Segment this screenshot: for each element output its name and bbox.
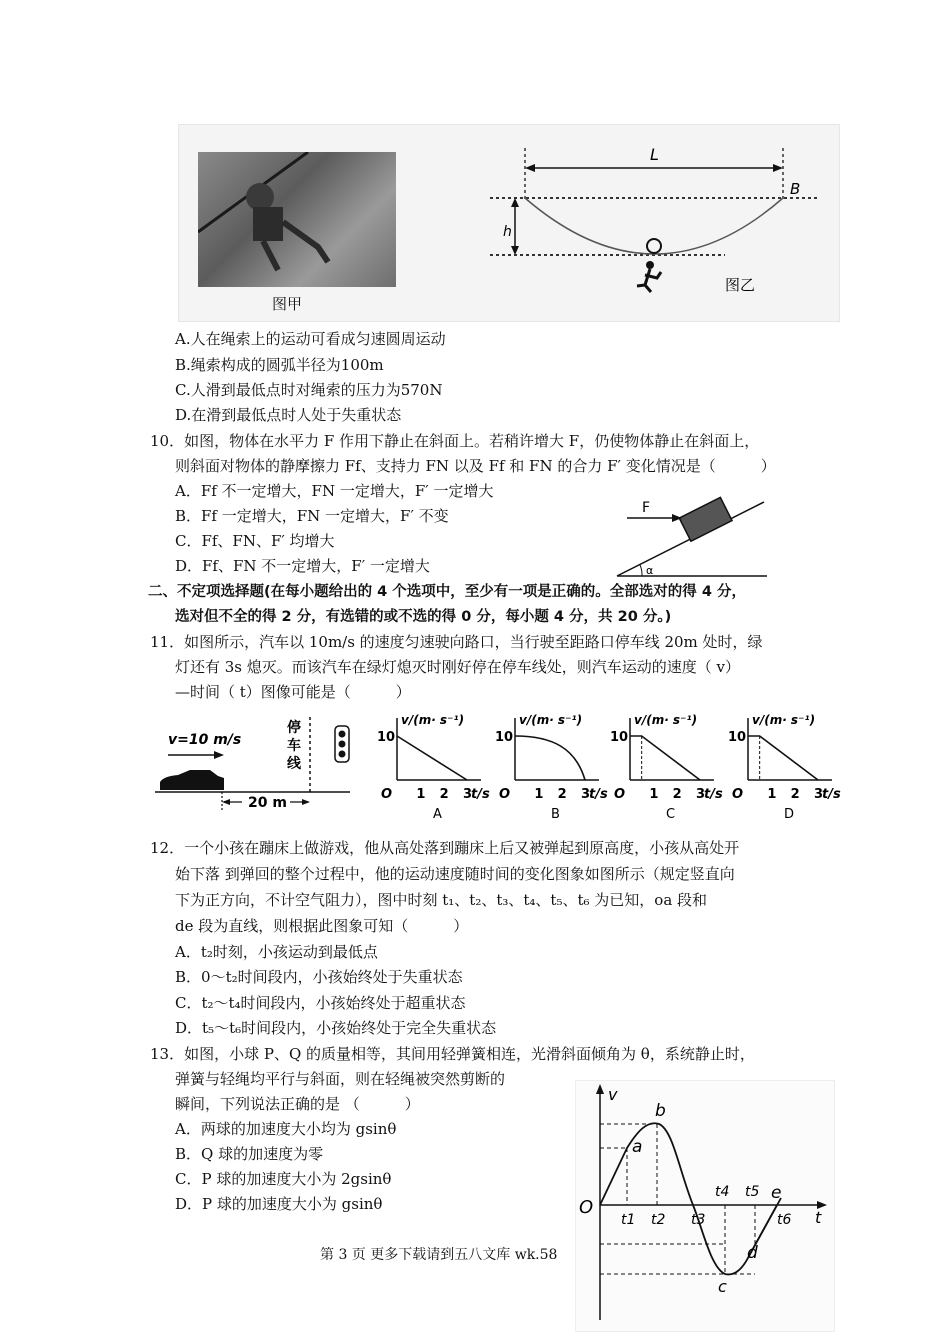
graph-option-name: C — [666, 807, 676, 822]
graph-tick-label: 1 — [767, 787, 777, 802]
graph-curve-option-D — [748, 736, 818, 780]
q12-stem-line2: 始下落 到弹回的整个过程中，他的运动速度随时间的变化图象如图所示（规定竖直向 — [175, 865, 735, 883]
distance-label: 20 m — [248, 795, 287, 811]
q10-stem-line2: 则斜面对物体的静摩擦力 Ff、支持力 FN 以及 Ff 和 FN 的合力 F′ 变化情况是（ ） — [175, 457, 776, 475]
q10-option-a: A．Ff 不一定增大，FN 一定增大，F′ 一定增大 — [175, 482, 494, 500]
caption-right: 图乙 — [725, 276, 756, 294]
graph-curve-option-A — [397, 736, 467, 780]
incline-alpha-label: α — [646, 564, 654, 577]
q9-option-b: B.绳索构成的圆弧半径为100m — [175, 356, 384, 374]
graph-v10-label: 10 — [610, 730, 629, 745]
graph-origin-label: O — [381, 787, 393, 802]
graph-v10-label: 10 — [728, 730, 747, 745]
graph-tick-label: 3 — [696, 787, 706, 802]
trampoline-vt-graph — [575, 1080, 833, 1330]
zipline-diagram — [485, 140, 825, 300]
q13-stem-line3: 瞬间，下列说法正确的是 （ ） — [175, 1095, 420, 1113]
q12-option-a: A．t₂时刻，小孩运动到最低点 — [175, 943, 378, 961]
zipline-photo — [198, 152, 396, 287]
graph-curve-option-B — [515, 736, 585, 780]
graph-tick-label: 1 — [534, 787, 544, 802]
tick-t5-label: t5 — [745, 1184, 760, 1200]
graph-tick-label: 2 — [790, 787, 800, 802]
graph-option-name: D — [784, 807, 795, 822]
q13-option-d: D．P 球的加速度大小为 gsinθ — [175, 1195, 383, 1213]
graph-ylabel: v/(m· s⁻¹) — [752, 713, 816, 727]
caption-left: 图甲 — [272, 295, 303, 313]
graph-t-label: t/s — [589, 787, 608, 802]
graph-v-label: v — [608, 1085, 618, 1104]
vt-graph-options — [365, 708, 845, 823]
section2-heading-line2: 选对但不全的得 2 分，有选错的或不选的得 0 分，每小题 4 分，共 20 分。) — [175, 609, 672, 625]
point-d-label: d — [747, 1243, 758, 1263]
q10-stem-line1: 10．如图，物体在水平力 F 作用下静止在斜面上。若稍许增大 F，仍使物体静止在斜面上， — [150, 432, 760, 450]
graph-tick-label: 1 — [649, 787, 659, 802]
q11-stem-line1: 11．如图所示，汽车以 10m/s 的速度匀速驶向路口，当行驶至距路口停车线 20m 处时，绿 — [150, 633, 763, 651]
q12-stem-line3: 下为正方向，不计空气阻力），图中时刻 t₁、t₂、t₃、t₄、t₅、t₆ 为已知，oa 段和 — [175, 891, 708, 909]
graph-t-label: t/s — [704, 787, 723, 802]
label-h: h — [503, 224, 512, 240]
graph-curve-option-C — [630, 736, 700, 780]
q11-stem-line2: 灯还有 3s 熄灭。而该汽车在绿灯熄灭时刚好停在停车线处，则汽车运动的速度（ v） — [175, 658, 741, 676]
graph-ylabel: v/(m· s⁻¹) — [519, 713, 583, 727]
tick-t6-label: t6 — [777, 1212, 792, 1228]
car-speed-label: v=10 m/s — [168, 732, 242, 748]
q10-option-b: B．Ff 一定增大，FN 一定增大，F′ 不变 — [175, 507, 449, 525]
q9-option-c: C.人滑到最低点时对绳索的压力为570N — [175, 381, 443, 399]
q13-option-a: A．两球的加速度大小均为 gsinθ — [175, 1120, 397, 1138]
tick-t1-label: t1 — [621, 1212, 636, 1228]
q12-stem-line4: de 段为直线，则根据此图象可知（ ） — [175, 917, 469, 935]
q12-option-b: B．0～t₂时间段内，小孩始终处于失重状态 — [175, 968, 463, 986]
graph-option-name: A — [433, 807, 442, 822]
graph-origin-label: O — [732, 787, 744, 802]
graph-tick-label: 2 — [672, 787, 682, 802]
point-e-label: e — [771, 1183, 782, 1203]
tick-t2-label: t2 — [651, 1212, 666, 1228]
q13-option-c: C．P 球的加速度大小为 2gsinθ — [175, 1170, 392, 1188]
graph-t-label: t/s — [822, 787, 841, 802]
q9-option-a: A.人在绳索上的运动可看成匀速圆周运动 — [175, 330, 446, 348]
graph-tick-label: 3 — [581, 787, 591, 802]
zipline-rope — [198, 152, 396, 287]
graph-tick-label: 1 — [416, 787, 426, 802]
incline-diagram — [612, 494, 772, 580]
tick-t3-label: t3 — [691, 1212, 706, 1228]
point-b-label: b — [655, 1101, 666, 1121]
graph-tick-label: 3 — [463, 787, 473, 802]
graph-origin-label: O — [499, 787, 511, 802]
car-stopline-figure — [150, 712, 360, 817]
stopline-char-3: 线 — [287, 756, 301, 772]
graph-option-name: B — [551, 807, 560, 822]
point-a-label: a — [632, 1137, 643, 1157]
graph-ylabel: v/(m· s⁻¹) — [634, 713, 698, 727]
tick-t4-label: t4 — [715, 1184, 730, 1200]
stopline-char-2: 车 — [287, 738, 301, 754]
q13-stem-line2: 弹簧与轻绳均平行与斜面，则在轻绳被突然剪断的 — [175, 1070, 506, 1088]
point-c-label: c — [718, 1277, 727, 1296]
q10-option-d: D．Ff、FN 不一定增大，F′ 一定增大 — [175, 557, 430, 575]
q11-stem-line3: —时间（ t）图像可能是（ ） — [175, 683, 411, 701]
graph-tick-label: 2 — [439, 787, 449, 802]
graph-t-label: t — [815, 1208, 822, 1227]
graph-t-label: t/s — [471, 787, 490, 802]
page-footer: 第 3 页 更多下载请到五八文库 wk.58 — [320, 1247, 558, 1263]
q12-option-c: C．t₂～t₄时间段内，小孩始终处于超重状态 — [175, 994, 466, 1012]
label-L: L — [650, 145, 659, 164]
q12-option-d: D．t₅～t₆时间段内，小孩始终处于完全失重状态 — [175, 1019, 497, 1037]
section2-heading-line1: 二、不定项选择题(在每小题给出的 4 个选项中，至少有一项是正确的。全部选对的得 4 分， — [148, 584, 746, 600]
graph-v10-label: 10 — [377, 730, 396, 745]
graph-ylabel: v/(m· s⁻¹) — [401, 713, 465, 727]
stopline-char-1: 停 — [287, 720, 301, 736]
q13-option-b: B．Q 球的加速度为零 — [175, 1145, 324, 1163]
q13-stem-line1: 13．如图，小球 P、Q 的质量相等，其间用轻弹簧相连，光滑斜面倾角为 θ，系统静止时， — [150, 1045, 755, 1063]
graph-origin-label: O — [579, 1197, 594, 1218]
q9-option-d: D.在滑到最低点时人处于失重状态 — [175, 406, 402, 424]
graph-origin-label: O — [614, 787, 626, 802]
label-B: B — [790, 180, 801, 198]
incline-F-label: F — [642, 500, 651, 516]
graph-tick-label: 3 — [814, 787, 824, 802]
graph-tick-label: 2 — [557, 787, 567, 802]
q10-option-c: C．Ff、FN、F′ 均增大 — [175, 532, 335, 550]
q12-stem-line1: 12．一个小孩在蹦床上做游戏，他从高处落到蹦床上后又被弹起到原高度，小孩从高处开 — [150, 839, 740, 857]
graph-v10-label: 10 — [495, 730, 514, 745]
